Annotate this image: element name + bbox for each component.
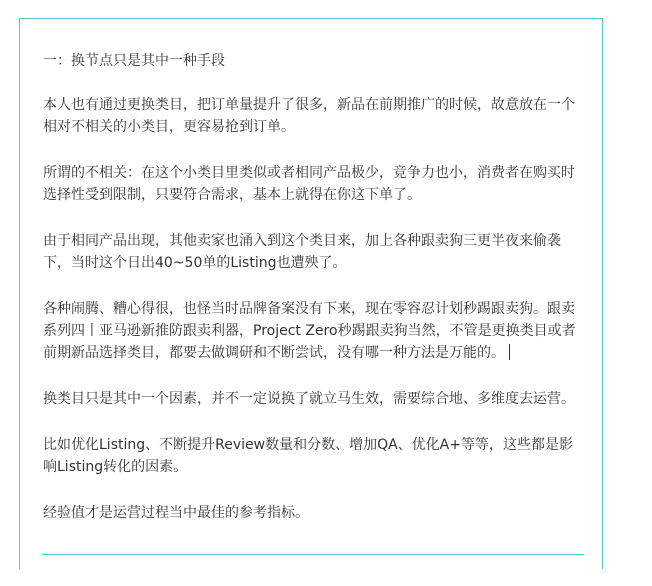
paragraph-5: 换类目只是其中一个因素，并不一定说换了就立马生效，需要综合地、多维度去运营。 xyxy=(43,391,575,407)
text-cursor xyxy=(509,344,510,360)
paragraph-1: 本人也有通过更换类目，把订单量提升了很多，新品在前期推广的时候，故意放在一个相对不相关的小类目，更容易抢到订单。 xyxy=(43,97,575,135)
paragraph-4-text: 各种闹腾、糟心得很，也怪当时品牌备案没有下来，现在零容忍计划秒踢跟卖狗。跟卖系列四丨亚马逊新推防跟卖利器，Project Zero秒踢跟卖狗当然，不管是更换类目或者前期新品选择类目，都要去做调研和不断尝试，没有哪一种方法是万能的。 xyxy=(43,301,576,361)
paragraph-6: 比如优化Listing、不断提升Review数量和分数、增加QA、优化A+等等，这些都是影响Listing转化的因素。 xyxy=(43,437,573,475)
paragraph-4 xyxy=(43,298,583,364)
article-frame xyxy=(19,18,603,569)
paragraph-7: 经验值才是运营过程当中最佳的参考指标。 xyxy=(43,505,309,521)
bottom-divider xyxy=(42,554,584,555)
section-heading: 一：换节点只是其中一种手段 xyxy=(43,53,225,69)
paragraph-2: 所谓的不相关：在这个小类目里类似或者相同产品极少，竞争力也小，消费者在购买时选择性受到限制，只要符合需求，基本上就得在你这下单了。 xyxy=(43,165,575,203)
paragraph-3: 由于相同产品出现，其他卖家也涌入到这个类目来，加上各种跟卖狗三更半夜来偷袭下，当时这个日出40~50单的Listing也遭殃了。 xyxy=(43,233,561,271)
article-content[interactable] xyxy=(43,50,583,548)
